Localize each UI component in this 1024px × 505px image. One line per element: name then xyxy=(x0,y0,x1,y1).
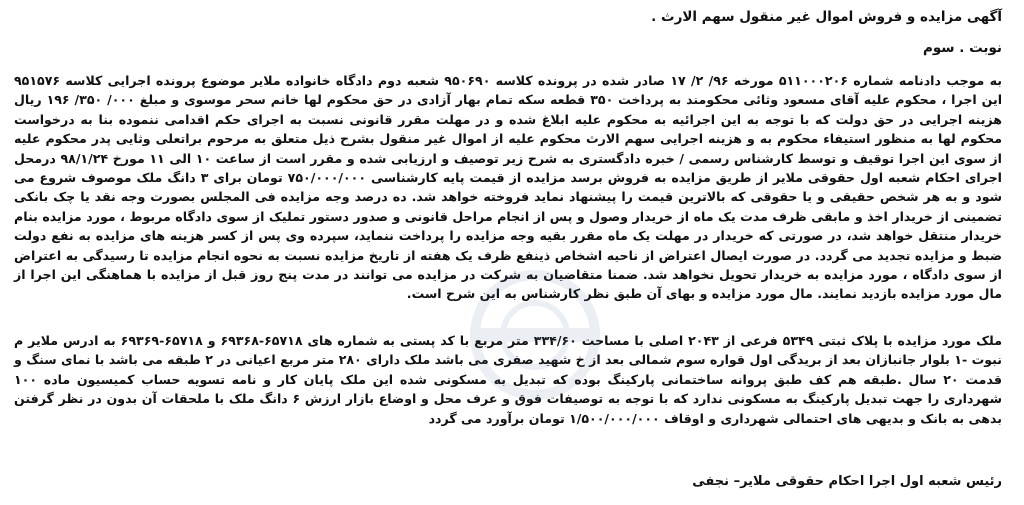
notice-document xyxy=(14,0,1002,505)
notice-paragraph-property: ملک مورد مزایده با پلاک ثبتی ۵۳۴۹ فرعی از ۲۰۴۳ اصلی با مساحت ۳۳۴/۶۰ متر مربع با کد پستی به شماره های ۶۵۷۱۸-۶۹۳۶۸ و ۶۵۷۱۸-۶۹۳۶۹ به ادرس ملایر م نبوت -۱ بلوار جانبازان بعد از بریدگی اول قواره سوم شمالی بعد از خ شهید صفری می باشد ملک دارای ۲۸۰ متر مربع اعیانی در ۲ طبقه می باشد با نمای سنگ و قدمت ۲۰ سال .طبقه هم کف طبق پروانه ساختمانی پارکینگ بوده که تبدیل به مسکونی شده این ملک پایان کار و نامه تسویه حساب کمیسیون ماده ۱۰۰ شهرداری را جهت تبدیل پارکینگ به مسکونی ندارد که با توجه به توصیفات فوق و عرف محل و اوضاع بازار ارزش ۶ دانگ ملک با ملحقات آن بدون در نظر گرفتن بدهی به بانک و بدیهی های احتمالی شهرداری و اوقاف ۱/۵۰۰/۰۰۰/۰۰۰ تومان برآورد می گردد xyxy=(14,333,1002,426)
notice-round: نوبت . سوم xyxy=(922,40,1002,56)
notice-title: آگهی مزایده و فروش اموال غیر منقول سهم الارث . xyxy=(651,9,1002,25)
notice-paragraph-terms: به موجب دادنامه شماره ۵۱۱۰۰۰۲۰۶ مورخه ۹۶/ ۲/ ۱۷ صادر شده در پرونده کلاسه ۹۵۰۶۹۰ شعبه دوم دادگاه خانواده ملایر موضوع پرونده اجرایی کلاسه ۹۵۱۵۷۶ این اجرا ، محکوم علیه آقای مسعود وثائی محکومند به پرداخت ۳۵۰ قطعه سکه تمام بهار آزادی در حق محکوم لها خانم سحر موسوی و مبلغ ۰۰۰/ ۳۵۰/ ۱۹۶ ریال هزینه اجرایی در حق دولت که با توجه به این اجرائیه به محکوم علیه ابلاغ شده و در مهلت مقرر قانونی نسبت به اجرای حکم اقدامی ننموده بنا به درخواست محکوم لها به منظور استیفاء محکوم به و هزینه اجرایی سهم الارث محکوم علیه از اموال غیر منقول بشرح ذیل متعلق به مرحوم براتعلی وثایی پدر محکوم علیه از سوی این اجرا توقیف و توسط کارشناس رسمی / خبره دادگستری به شرح زیر توصیف و ارزیابی شده و مقرر است از ساعت ۱۰ الی ۱۱ مورخ ۹۸/۱/۲۴ درمحل اجرای احکام شعبه اول حقوقی ملایر از طریق مزایده به فروش برسد مزایده از قیمت پایه کارشناسی ۷۵۰/۰۰۰/۰۰۰ تومان برای ۳ دانگ ملک موصوف شروع می شود و به هر شخص حقیقی و یا حقوقی که بالاترین قیمت را پیشنهاد نماید فروخته خواهد شد. ده درصد وجه مزایده فی المجلس بصورت وجه نقد یا چک بانکی تضمینی از خریدار اخذ و مابقی ظرف مدت یک ماه از خریدار وصول و پس از انجام مراحل قانونی و صدور دستور تملیک از سوی دادگاه مربوط ، مورد مزایده بنام خریدار منتقل خواهد شد، در صورتی که خریدار در مهلت یک ماه مقرر بقیه وجه مزایده را پرداخت ننماید، سپرده وی پس از کسر هزینه های مزایده به نفع دولت ضبط و مزایده تجدید می گردد. در صورت ایصال اعتراض از ناحیه اشخاص ذینفع ظرف یک هفته از تاریخ مزایده نسبت به نحوه انجام مزایده تا رسیدگی به اعتراض از سوی دادگاه ، مورد مزایده به خریدار تحویل نخواهد شد. ضمنا متقاضیان به شرکت در مزایده می توانند در مدت پنج روز قبل از مزایده با هماهنگی این اجرا از مال مورد مزایده بازدید نمایند. مال مورد مزایده و بهای آن طبق نظر کارشناس به این شرح است. xyxy=(14,73,1003,302)
notice-signature: رئیس شعبه اول اجرا احکام حقوقی ملایر– نجفی xyxy=(692,474,1002,489)
